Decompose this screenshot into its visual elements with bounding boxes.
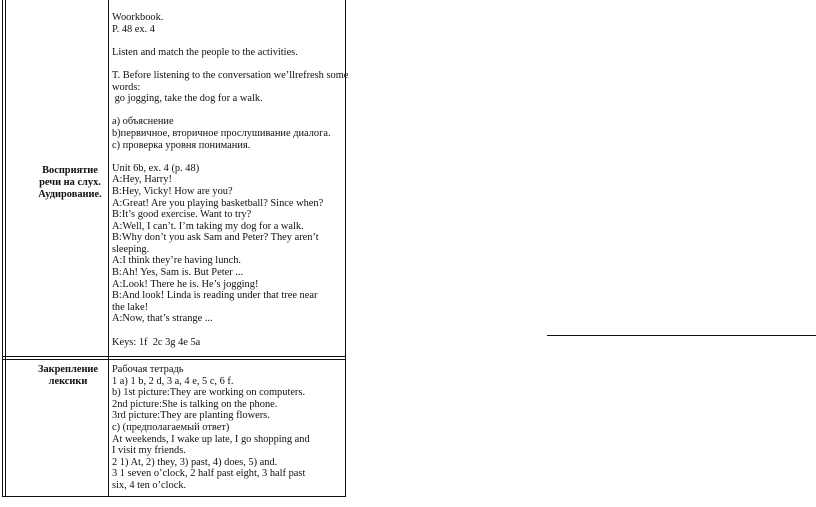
table-border-left-inner <box>5 0 6 497</box>
row-divider-bottom <box>2 359 346 360</box>
column-divider <box>108 0 109 497</box>
table-border-left-outer <box>2 0 3 497</box>
row-heading-listening: Восприятие речи на слух. Аудирование. <box>38 165 102 200</box>
row-content-vocabulary: Рабочая тетрадь 1 a) 1 b, 2 d, 3 a, 4 e, 5 c, 6 f. b) 1st picture:They are working on computers. 2nd picture:She is talking on the phone. 3rd picture:They are planting flowers. c) (предполагаемый ответ) At weekends, I wake up late, I go shopping and I visit my friends. 2 1) At, 2) they, 3) past, 4) does, 5) and. 3 1 seven o’clock, 2 half past eight, 3 half past six, 4 ten o’clock. <box>112 364 310 491</box>
table-border-bottom <box>2 496 346 497</box>
row-heading-vocabulary: Закрепление лексики <box>37 364 99 387</box>
row-content-listening: Woorkbook. P. 48 ex. 4 Listen and match the people to the activities. T. Before listening to the conversation we’llrefresh some words: go jogging, take the dog for a walk. a) объяснение b)первичное, вторичное прослушивание диалога. c) проверка уровня понимания. Unit 6b, ex. 4 (p. 48) A:Hey, Harry! B:Hey, Vicky! How are you? A:Great! Are you playing basketball? Since when? B:It’s good exercise. Want to try? A:Well, I can’t. I’m taking my dog for a walk. B:Why don’t you ask Sam and Peter? They aren’t sleeping. A:I think they’re having lunch. B:Ah! Yes, Sam is. But Peter ... A:Look! There he is. He’s jogging! B:And look! Linda is reading under that tree near the lake! A:Now, that’s strange ... Keys: 1f 2c 3g 4e 5a <box>112 12 349 348</box>
row-divider-top <box>2 356 346 357</box>
horizontal-rule <box>547 335 816 336</box>
